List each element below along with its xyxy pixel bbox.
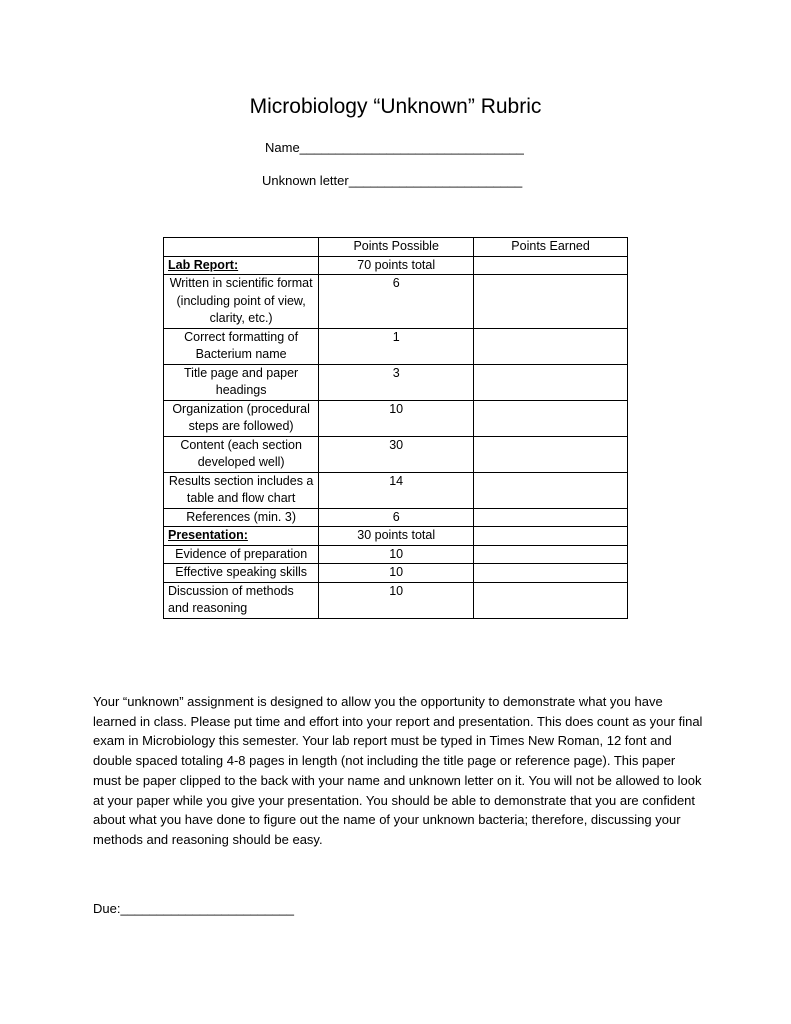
points-possible-cell: 14 [319,472,474,508]
rubric-table [163,237,628,619]
points-earned-cell[interactable] [474,545,628,564]
points-earned-cell[interactable] [474,275,628,329]
points-earned-cell[interactable] [474,364,628,400]
table-header-row [164,238,628,257]
criterion-cell: Effective speaking skills [164,564,319,583]
points-possible-cell: 10 [319,564,474,583]
points-possible-cell: 30 [319,436,474,472]
table-row [164,545,628,564]
criterion-cell: Results section includes a table and flow chart [164,472,319,508]
table-row [164,328,628,364]
table-row [164,275,628,329]
instructions-paragraph: Your “unknown” assignment is designed to allow you the opportunity to demonstrate what you have learned in class. Please put time and effort into your report and presentation. This does count as your final exam in Microbiology this semester. Your lab report must be typed in Times New Roman, 12 font and double spaced totaling 4-8 pages in length (not including the title page or reference page). This paper must be paper clipped to the back with your name and unknown letter on it. You will not be allowed to look at your paper while you give your presentation. You should be able to demonstrate that you are confident about what you have done to figure out the name of your unknown bacteria; therefore, discussing your methods and reasoning should be easy. [93,694,703,847]
due-date-field[interactable]: Due:________________________ [93,901,294,916]
table-row [164,508,628,527]
criterion-cell: Correct formatting of Bacterium name [164,328,319,364]
points-possible-cell: 1 [319,328,474,364]
table-row [164,564,628,583]
points-possible-cell: 10 [319,545,474,564]
criterion-cell: Discussion of methods and reasoning [164,582,319,618]
criterion-cell: Written in scientific format (including point of view, clarity, etc.) [164,275,319,329]
name-field[interactable]: Name_______________________________ [265,140,524,155]
section-label-lab-report: Lab Report: [164,256,319,275]
header-criterion [164,238,319,257]
points-possible-cell: 30 points total [319,527,474,546]
points-earned-cell[interactable] [474,527,628,546]
points-earned-cell[interactable] [474,508,628,527]
table-row [164,527,628,546]
points-possible-cell: 6 [319,508,474,527]
points-earned-cell[interactable] [474,472,628,508]
table-row [164,364,628,400]
table-row [164,400,628,436]
points-earned-cell[interactable] [474,256,628,275]
section-label-presentation: Presentation: [164,527,319,546]
criterion-cell: Evidence of preparation [164,545,319,564]
criterion-cell: Organization (procedural steps are followed) [164,400,319,436]
points-earned-cell[interactable] [474,400,628,436]
header-points-possible: Points Possible [319,238,474,257]
points-possible-cell: 10 [319,400,474,436]
header-points-earned: Points Earned [474,238,628,257]
criterion-cell: References (min. 3) [164,508,319,527]
table-row [164,582,628,618]
points-possible-cell: 3 [319,364,474,400]
table-row [164,436,628,472]
points-possible-cell: 10 [319,582,474,618]
points-earned-cell[interactable] [474,436,628,472]
page-title: Microbiology “Unknown” Rubric [249,95,542,118]
table-row [164,256,628,275]
points-earned-cell[interactable] [474,582,628,618]
unknown-letter-field[interactable]: Unknown letter________________________ [262,173,523,188]
points-possible-cell: 6 [319,275,474,329]
points-earned-cell[interactable] [474,564,628,583]
points-possible-cell: 70 points total [319,256,474,275]
points-earned-cell[interactable] [474,328,628,364]
criterion-cell: Title page and paper headings [164,364,319,400]
criterion-cell: Content (each section developed well) [164,436,319,472]
table-row [164,472,628,508]
